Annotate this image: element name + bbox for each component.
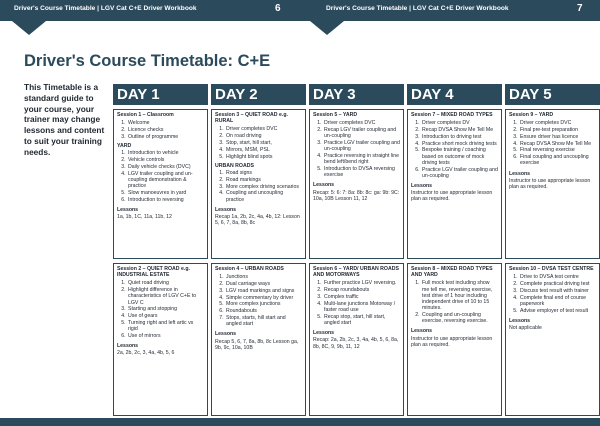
session-cell (211, 263, 306, 416)
session-item: 5. Bespoke training / coaching based on outcome of mock driving tests (421, 147, 498, 166)
session-item: 3. Outline of programme (127, 134, 204, 140)
day-header: DAY 4 (407, 84, 502, 105)
session-item: 5. Turning right and left artic vs rigid (127, 320, 204, 332)
session-cell (113, 109, 208, 259)
session-item: 1. Drive to DVSA test centre (519, 274, 596, 280)
session-item: 4. Complete final end of course paperwork (519, 295, 596, 307)
session-title: Session 2 – QUIET ROAD e.g. INDUSTRIAL ESTATE (117, 266, 190, 279)
day-header: DAY 2 (211, 84, 306, 105)
session-item: 3. Starting and stopping (127, 306, 204, 312)
session-item: 4. Recap DVSA Show Me Tell Me (519, 141, 596, 147)
session-item: 1. Driver completes DVC (225, 126, 302, 132)
session-item: 2. Coupling and un-coupling exercise, reversing exercise. (421, 312, 498, 324)
session-item: 1. Driver completes DVC (323, 120, 400, 126)
session-item: 1. Quiet road driving (127, 280, 204, 286)
session-item: 5. Advise employer of test result (519, 308, 596, 314)
lessons-text: Recap 5, 6, 7, 8a, 8b, 8c Lesson ga, 9b, 9c, 10a, 10B (215, 338, 299, 351)
lessons-text: Recap: 2a, 2b, 2c, 3, 4a, 4b, 5, 6, 8a, 8b, 8C, 9, 9b, 11, 12 (313, 337, 399, 350)
lessons-label: Lessons (215, 331, 237, 338)
page-footer-bar (0, 418, 600, 426)
timetable-grid (113, 84, 600, 412)
session-title: Session 1 – Classroom (117, 112, 174, 118)
session-title: Session 9 – YARD (509, 112, 554, 118)
session-item: 1. Full mock test including show me tell me, reversing exercise, test drive of 1 hour including independent drive of 10 to 15 minutes. (421, 280, 498, 311)
session-list (215, 126, 302, 159)
session-item: 3. Ensure driver has licence (519, 134, 596, 140)
session-item: 1. Welcome (127, 120, 204, 126)
session-list (509, 120, 596, 166)
session-list (215, 274, 302, 327)
page-number-right: 7 (577, 3, 583, 14)
session-list (117, 120, 204, 140)
session-item: 2. Recap LGV trailer coupling and un-coupling (323, 127, 400, 139)
session-item: 2. Road markings (225, 177, 302, 183)
session-item: 1. Further practice LGV reversing. (323, 280, 400, 286)
session-cell (211, 109, 306, 259)
session-item: 4. Simple commentary by driver (225, 295, 302, 301)
session-list (313, 120, 400, 178)
session-list (117, 280, 204, 339)
session-item: 7. Stops, starts, hill start and angled start (225, 315, 302, 327)
session-item: 2. Complete practical driving test (519, 281, 596, 287)
session-item: 4. Practice reversing in straight line bend left/bend right (323, 153, 400, 165)
session-item: 3. Stop, start, hill start, (225, 140, 302, 146)
session-item: 6. Roundabouts (225, 308, 302, 314)
day-header: DAY 3 (309, 84, 404, 105)
lessons-label: Lessons (411, 183, 433, 189)
page-title: Driver's Course Timetable: C+E (24, 52, 271, 70)
session-item: 3. More complex driving scenarios (225, 184, 302, 190)
lessons-label: Lessons (215, 206, 237, 213)
session-list (411, 280, 498, 324)
lessons-text: 1a, 1b, 1C, 11a, 11b, 12 (117, 214, 172, 220)
session-cell (505, 109, 600, 259)
session-item: 5. Introduction to DVSA reversing exercise (323, 166, 400, 178)
intro-text: This Timetable is a standard guide to your course, your trainer may change lessons and content to suit your training needs. (24, 82, 105, 157)
session-item: 5. More complex junctions (225, 301, 302, 307)
session-cell (113, 263, 208, 416)
lessons-label: Lessons (117, 206, 139, 213)
session-item: 5. Recap stop, start, hill start, angled start (323, 314, 400, 326)
lessons-text: Recap: 5: 6: 7: 8a: 8b: 8c: ga: 9b: 9C: 10a, 10B Lesson 11, 12 (313, 189, 400, 202)
session-item: 1. Introduction to vehicle (127, 150, 204, 156)
lessons-text: Instructor to use appropriate lesson plan as required. (411, 190, 493, 203)
session-item: 2. Final pre-test preparation (519, 127, 596, 133)
lessons-text: Recap 1a, 2b, 2c, 4a, 4b, 12: Lesson 5, 6, 7, 8a, 8b, 8c (215, 214, 300, 227)
session-item: 1. Driver completes DVC (519, 120, 596, 126)
session-title: Session 5 – YARD (313, 112, 358, 118)
session-list (313, 280, 400, 326)
session-item: 2. Dual carriage ways (225, 281, 302, 287)
session-item: 5. Highlight blind spots (225, 154, 302, 160)
session-item: 5. Slow manoeuvres in yard (127, 190, 204, 196)
header-tab-left (12, 21, 46, 35)
session-item: 3. Complex traffic (323, 294, 400, 300)
session-subheading: YARD (117, 143, 132, 149)
session-title: Session 6 – YARD/ URBAN ROADS AND MOTORWAYS (313, 266, 399, 279)
session-item: 3. Daily vehicle checks (DVC) (127, 164, 204, 170)
session-title: Session 4 – URBAN ROADS (215, 266, 284, 272)
session-item: 2. On road driving (225, 133, 302, 139)
session-item: 4. Mirrors, MSM, PSL (225, 147, 302, 153)
session-item: 2. Recap DVSA Show Me Tell Me (421, 127, 498, 133)
session-subheading: URBAN ROADS (215, 162, 254, 169)
session-item: 3. Discuss test result with trainer (519, 288, 596, 294)
session-title: Session 7 – MIXED ROAD TYPES (411, 112, 493, 118)
lessons-text: Instructor to use appropriate lesson plan as required. (509, 177, 591, 190)
page-number-left: 6 (275, 3, 281, 14)
session-item: 4. LGV trailer coupling and un-coupling demonstration & practice (127, 171, 204, 190)
lessons-label: Lessons (313, 330, 335, 337)
day-header: DAY 1 (113, 84, 208, 105)
session-item: 4. Coupling and uncoupling practice (225, 190, 302, 202)
session-list (411, 120, 498, 179)
lessons-text: Not applicable (509, 325, 542, 331)
session-item: 1. Driver completes DV (421, 120, 498, 126)
session-item: 4. Multi-lane junctions Motorway / faster road use (323, 301, 400, 313)
session-cell (407, 109, 502, 259)
session-cell (407, 263, 502, 416)
session-item: 5. Final reversing exercise (519, 147, 596, 153)
header-left-title: Driver's Course Timetable | LGV Cat C+E Driver Workbook (14, 5, 197, 12)
day-header: DAY 5 (505, 84, 600, 105)
session-sublist (215, 170, 302, 203)
session-title: Session 8 – MIXED ROAD TYPES AND YARD (411, 266, 493, 279)
session-item: 3. LGV road markings and signs (225, 288, 302, 294)
session-cell (309, 109, 404, 259)
session-item: 2. Vehicle controls (127, 157, 204, 163)
session-item: 2. Recap roundabouts (323, 287, 400, 293)
session-item: 4. Use of gears (127, 313, 204, 319)
lessons-text: 2a, 2b, 2c, 3, 4a, 4b, 5, 6 (117, 350, 175, 357)
session-title: Session 10 – DVSA TEST CENTRE (509, 266, 594, 272)
lessons-label: Lessons (313, 182, 335, 189)
session-item: 3. Practice LGV trailer coupling and un-coupling (323, 140, 400, 152)
session-sublist (117, 150, 204, 203)
lessons-label: Lessons (509, 170, 531, 177)
lessons-label: Lessons (411, 328, 433, 335)
session-item: 2. Highlight difference in characteristics of LGV C+E to LGV C (127, 287, 204, 306)
session-item: 1. Road signs (225, 170, 302, 176)
session-cell (309, 263, 404, 416)
lessons-label: Lessons (509, 317, 531, 324)
session-cell (505, 263, 600, 416)
header-tab-right (310, 21, 344, 35)
header-right-title: Driver's Course Timetable | LGV Cat C+E Driver Workbook (326, 5, 509, 12)
lessons-text: Instructor to use appropriate lesson plan as required. (411, 335, 493, 348)
session-item: 6. Use of mirrors (127, 333, 204, 339)
session-item: 2. Licence checks (127, 127, 204, 133)
session-item: 6. Final coupling and uncoupling exercise (519, 154, 596, 166)
session-item: 4. Practice short mock driving tests (421, 141, 498, 147)
session-item: 3. Introduction to driving test (421, 134, 498, 140)
session-title: Session 3 – QUIET ROAD e.g. RURAL (215, 112, 288, 125)
lessons-label: Lessons (117, 343, 139, 350)
session-item: 6. Introduction to reversing (127, 197, 204, 203)
session-list (509, 274, 596, 314)
session-item: 6. Practice LGV trailer coupling and un-coupling (421, 167, 498, 179)
session-item: 1. Junctions (225, 274, 302, 280)
